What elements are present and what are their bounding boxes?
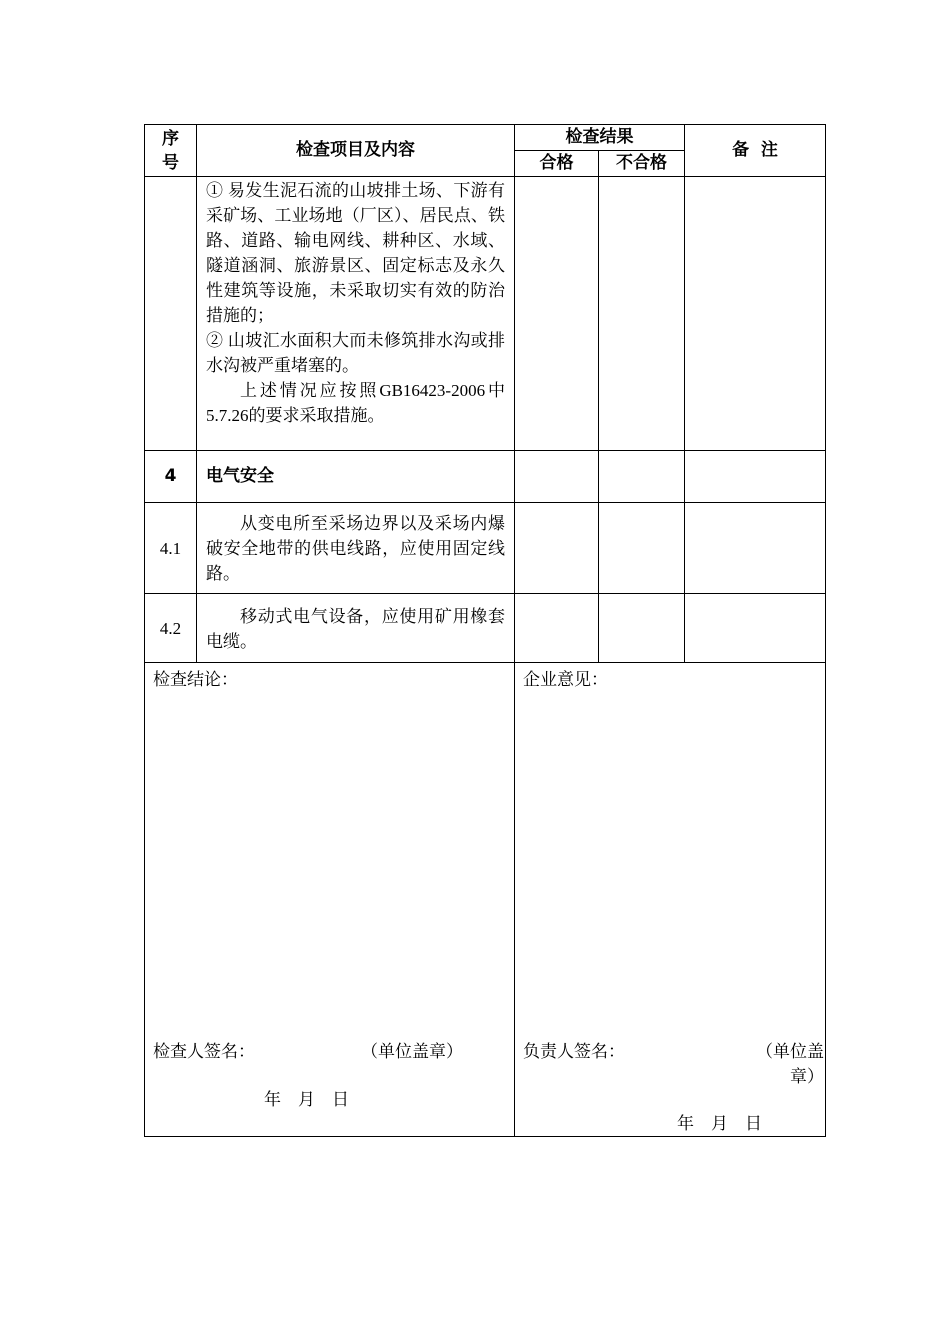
conclusion-cell[interactable] [145,663,515,1137]
inspector-stamp-label: （单位盖章） [361,1042,463,1061]
header-remark: 备 注 [685,125,826,177]
header-fail: 不合格 [599,151,685,177]
header-pass: 合格 [515,151,599,177]
fail-cell[interactable] [599,177,685,451]
footer-row [145,663,826,1137]
section-title: 电气安全 [197,451,515,503]
item-text: 移动式电气设备，应使用矿用橡套电缆。 [206,606,505,651]
pass-cell[interactable] [515,177,599,451]
pass-cell[interactable] [515,451,599,503]
table-row [145,177,826,451]
row-content [197,503,515,594]
manager-stamp-label: （单位盖章） [756,1042,824,1086]
header-result: 检查结果 [515,125,685,151]
row-seq: 4.1 [145,503,197,594]
inspector-signature-label: 检查人签名： [153,1042,255,1061]
manager-signature-label: 负责人签名： [523,1042,625,1061]
item-text: 上述情况应按照GB16423-2006中5.7.26的要求采取措施。 [206,381,505,425]
table-row [145,594,826,663]
item-text: ② 山坡汇水面积大而未修筑排水沟或排水沟被严重堵塞的。 [206,331,505,375]
fail-cell[interactable] [599,451,685,503]
pass-cell[interactable] [515,503,599,594]
row-content [197,594,515,663]
table-row [145,503,826,594]
inspection-table [144,124,826,1137]
item-text: ① 易发生泥石流的山坡排土场、下游有采矿场、工业场地（厂区）、居民点、铁路、道路、输电网线、耕种区、水域、隧道涵洞、旅游景区、固定标志及永久性建筑等设施，未采取切实有效的防治措施的； [206,181,505,325]
pass-cell[interactable] [515,594,599,663]
item-text: 从变电所至采场边界以及采场内爆破安全地带的供电线路，应使用固定线路。 [206,514,505,583]
header-item: 检查项目及内容 [197,125,515,177]
remark-cell[interactable] [685,177,826,451]
row-seq: 4.2 [145,594,197,663]
row-seq: 4 [145,451,197,503]
header-seq: 序号 [145,125,197,177]
manager-date: 年 月 日 [677,1114,762,1133]
inspector-date: 年 月 日 [264,1090,349,1109]
header-row [145,125,826,151]
conclusion-label: 检查结论： [153,670,238,689]
remark-cell[interactable] [685,451,826,503]
remark-cell[interactable] [685,594,826,663]
table-row [145,451,826,503]
opinion-label: 企业意见： [523,670,608,689]
row-content [197,177,515,451]
row-seq [145,177,197,451]
remark-cell[interactable] [685,503,826,594]
fail-cell[interactable] [599,503,685,594]
enterprise-opinion-cell[interactable] [515,663,826,1137]
fail-cell[interactable] [599,594,685,663]
